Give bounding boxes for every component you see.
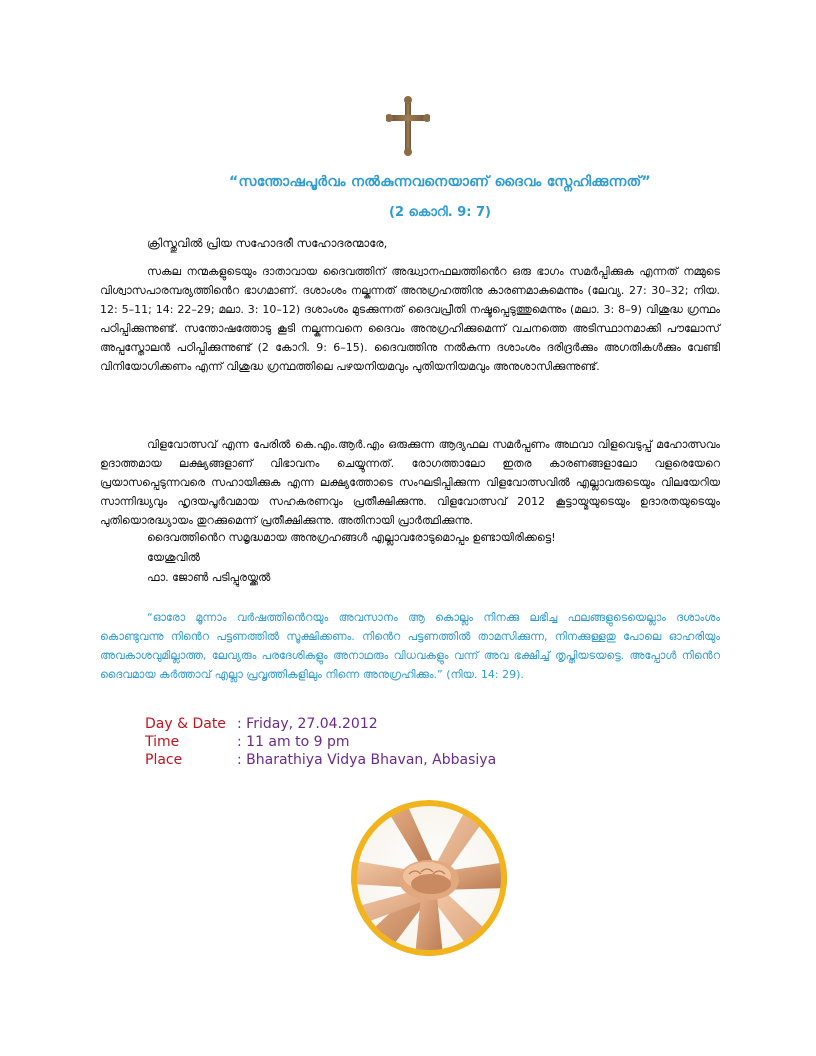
time-label: Time bbox=[145, 734, 180, 750]
event-time-row bbox=[145, 733, 496, 751]
page-title: “സന്തോഷപൂർവം നൽകുന്നവനെയാണ് ദൈവം സ്നേഹിക്കുന്നത്” bbox=[228, 174, 651, 190]
bible-quote: “ഓരോ മൂന്നാം വർഷത്തിൻെറയും അവസാനം ആ കൊല്ലം നിനക്കു ലഭിച്ച ഫലങ്ങളുടെയെല്ലാം ദശാംശം കൊണ്ടുവന്നു നിൻെറ പട്ടണത്തിൽ സൂക്ഷിക്കണം. നിൻെറ പട്ടണത്തിൽ താമസിക്കുന്ന, നിനക്കുള്ളതു പോലെ ഓഹരിയും അവകാശവുമില്ലാത്ത, ലേവ്യരും പരദേശികളും അനാഥരും വിധവകളും വന്ന് അവ ഭക്ഷിച്ച് തൃപ്തിയടയട്ടെ. അപ്പോൾ നിൻെറ ദൈവമായ കർത്താവ് എല്ലാ പ്രവൃത്തികളിലും നിന്നെ അനുഗ്രഹിക്കും.” (നിയ. 14: 29). bbox=[100, 611, 720, 681]
hands-unity-image bbox=[351, 800, 507, 956]
paragraph-vilavolsav: വിളവോത്സവ് എന്ന പേരിൽ കെ.എം.ആർ.എം ഒരുക്കുന്ന ആദ്യഫല സമർപ്പണം അഥവാ വിളവെടുപ്പ് മഹോത്സവം ഉദാത്തമായ ലക്ഷ്യങ്ങളാണ് വിഭാവനം ചെയ്യുന്നത്. രോഗത്താലോ ഇതര കാരണങ്ങളാലോ വളരെയേറെ പ്രയാസപ്പെടുന്നവരെ സഹായിക്കുക എന്ന ലക്ഷ്യത്തോടെ സംഘടിപ്പിക്കുന്ന വിളവോത്സവിൽ എല്ലാവരുടെയും വിലയേറിയ സാന്നിദ്ധ്യവും ഹൃദയപൂർവമായ സഹകരണവും പ്രതീക്ഷിക്കുന്നു. വിളവോത്സവ് 2012 കൂട്ടായ്മയുടെയും ഉദാരതയുടെയും പുതിയൊരദ്ധ്യായം തുറക്കുമെന്ന് പ്രതീക്ഷിക്കുന്നു. അതിനായി പ്രാർത്ഥിക്കുന്നു. bbox=[100, 438, 720, 527]
paragraph-tithe: സകല നന്മകളുടെയും ദാതാവായ ദൈവത്തിന് അദ്ധ്വാനഫലത്തിൻെറ ഒരു ഭാഗം സമർപ്പിക്കുക എന്നത് നമ്മുടെ വിശ്വാസപാരമ്പര്യത്തിൻെറ ഭാഗമാണ്. ദശാംശം നല്കുന്നത് അനുഗ്രഹത്തിനു കാരണമാകുമെന്നും (ലേവ്യ. 27: 30–32; നിയ. 12: 5–11; 14: 22–29; മലാ. 3: 10–12) ദശാംശം മുടക്കുന്നത് ദൈവപ്രീതി നഷ്ടപ്പെടുത്തുമെന്നും (മലാ. 3: 8–9) വിശുദ്ധ ഗ്രന്ഥം പഠിപ്പിക്കുന്നുണ്ട്. സന്തോഷത്തോടു കൂടി നല്കുന്നവനെ ദൈവം അനുഗ്രഹിക്കുമെന്ന് വചനത്തെ അടിസ്ഥാനമാക്കി പൗലോസ് അപ്പസ്തോലൻ പഠിപ്പിക്കുന്നുണ്ട് (2 കോറി. 9: 6–15). ദൈവത്തിനു നൽകുന്ന ദശാംശം ദരിദ്രർക്കും അഗതികൾക്കും വേണ്ടി വിനിയോഗിക്കണം എന്ന് വിശുദ്ധ ഗ്രന്ഥത്തിലെ പഴയനിയമവും പുതിയനിയമവും അനുശാസിക്കുന്നുണ്ട്. bbox=[100, 265, 720, 373]
closing-line: യേശുവിൽ bbox=[147, 551, 200, 564]
event-details bbox=[145, 715, 496, 769]
date-label: Day & Date bbox=[145, 716, 226, 732]
time-value: : 11 am to 9 pm bbox=[237, 734, 350, 750]
event-place-row bbox=[145, 751, 496, 769]
place-label: Place bbox=[145, 752, 183, 768]
date-value: : Friday, 27.04.2012 bbox=[237, 716, 378, 732]
event-date-row bbox=[145, 715, 496, 733]
place-value: : Bharathiya Vidya Bhavan, Abbasiya bbox=[237, 752, 497, 768]
cross-icon bbox=[386, 96, 430, 156]
scripture-reference: (2 കൊറി. 9: 7) bbox=[389, 205, 491, 220]
hands-illustration bbox=[351, 800, 507, 956]
greeting: ക്രിസ്തുവിൽ പ്രിയ സഹോദരീ സഹോദരന്മാരേ, bbox=[147, 236, 388, 250]
blessing-line: ദൈവത്തിൻെറ സമൃദ്ധമായ അനുഗ്രഹങ്ങൾ എല്ലാവരോടുമൊപ്പം ഉണ്ടായിരിക്കട്ടെ! bbox=[147, 531, 556, 544]
signature: ഫാ. ജോൺ പടിപ്പുരയ്ക്കൽ bbox=[147, 571, 271, 584]
